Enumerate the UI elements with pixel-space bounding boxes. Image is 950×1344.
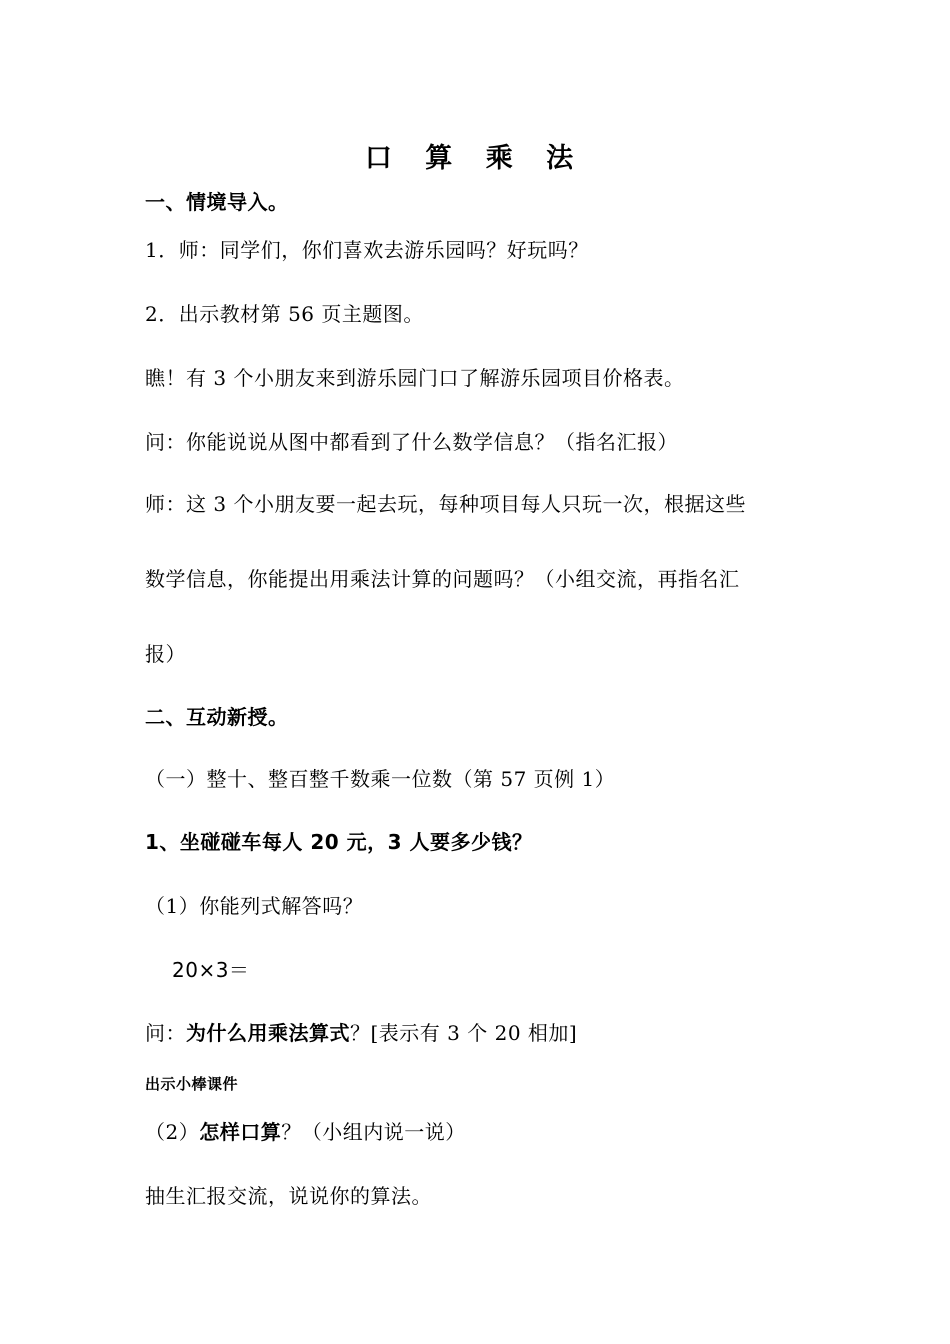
section-heading-2: 二、互动新授。 [145, 705, 289, 729]
report-line: 抽生汇报交流，说说你的算法。 [145, 1184, 432, 1208]
subsection-1: （一）整十、整百整千数乘一位数（第 57 页例 1） [145, 767, 616, 791]
courseware-note: 出示小棒课件 [145, 1075, 239, 1093]
why-question [145, 1019, 577, 1047]
why-rest: ？[表示有 3 个 20 相加] [350, 1021, 578, 1045]
page-title: 口 算 乘 法 [364, 143, 586, 174]
section-heading-1: 一、情境导入。 [145, 190, 289, 214]
paragraph-4: 问：你能说说从图中都看到了什么数学信息？（指名汇报） [145, 430, 678, 454]
why-prefix: 问： [145, 1021, 186, 1045]
question-1-part-2 [145, 1118, 466, 1146]
paragraph-5-line-2: 数学信息，你能提出用乘法计算的问题吗？（小组交流，再指名汇 [145, 567, 740, 591]
q2-bold: 怎样口算 [199, 1120, 282, 1144]
why-bold: 为什么用乘法算式 [186, 1021, 350, 1045]
question-1: 1、坐碰碰车每人 20 元，3 人要多少钱？ [145, 830, 533, 854]
q2-prefix: （2） [145, 1120, 200, 1144]
formula: 20×3＝ [172, 958, 250, 982]
paragraph-5-line-1: 师：这 3 个小朋友要一起去玩，每种项目每人只玩一次，根据这些 [145, 492, 746, 516]
paragraph-5-line-3: 报） [145, 642, 186, 666]
question-1-part-1: （1）你能列式解答吗？ [145, 894, 364, 918]
paragraph-2: 2．出示教材第 56 页主题图。 [145, 302, 424, 326]
paragraph-3: 瞧！有 3 个小朋友来到游乐园门口了解游乐园项目价格表。 [145, 366, 685, 390]
paragraph-1: 1．师：同学们，你们喜欢去游乐园吗？好玩吗？ [145, 238, 589, 262]
q2-rest: ？（小组内说一说） [281, 1120, 466, 1144]
